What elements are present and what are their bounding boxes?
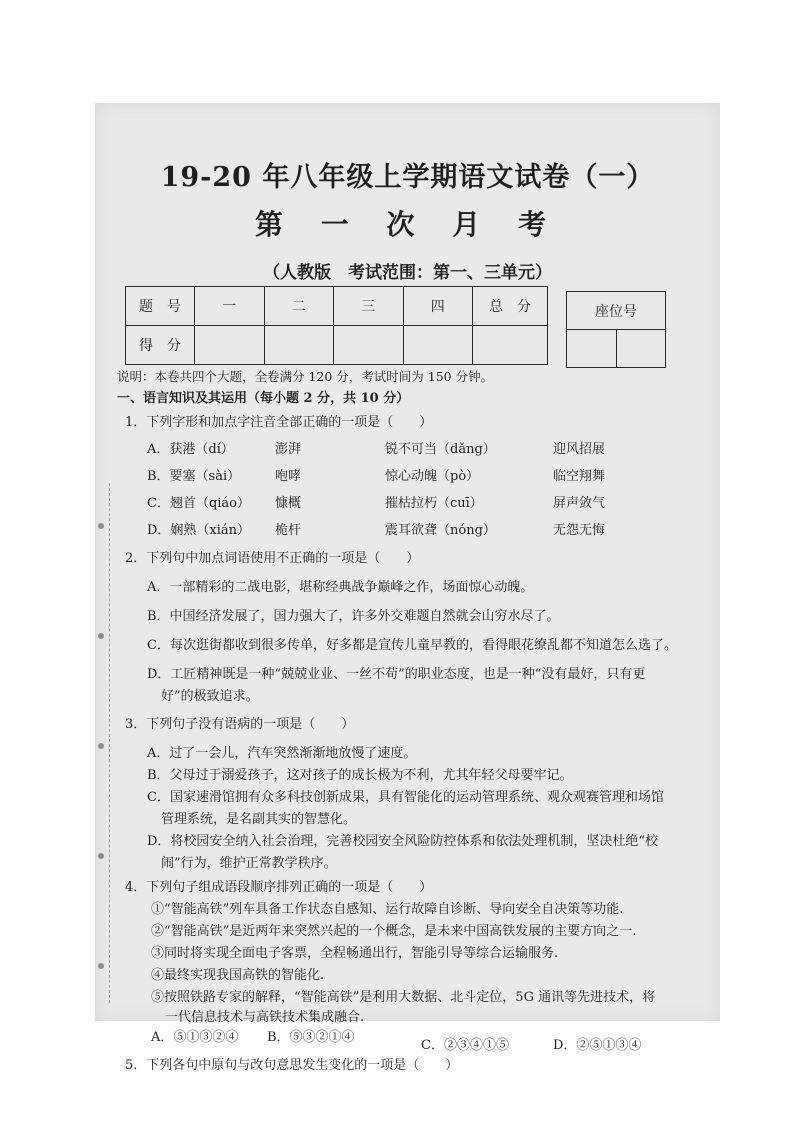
option-row [117,467,717,487]
sentence-item: ④最终实现我国高铁的智能化. [151,968,325,983]
sentence-item: ①“智能高铁”列车具备工作状态自感知、运行故障自诊断、导向安全自决策等功能. [151,902,624,917]
option-word: 锐不可当（dǎng） [385,442,496,457]
answer-option: C．②③④①⑤ [421,1038,509,1053]
seat-cell [616,330,666,368]
score-header-3: 三 [334,287,404,326]
option-word: 桅杆 [275,523,302,538]
option-word: D．娴熟（xián） [147,523,251,538]
option-word: 咆哮 [275,469,302,484]
question-stem: 3．下列句子没有语病的一项是（ ） [125,717,355,732]
option-word: 摧枯拉朽（cuī） [385,496,483,511]
option-line: D．工匠精神既是一种“兢兢业业、一丝不苟”的职业态度，也是一种“没有最好，只有更 [147,667,646,682]
option-line: 好”的极致追求。 [161,689,259,704]
option-word: 屏声敛气 [553,496,606,511]
option-line: 管理系统，是名副其实的智慧化。 [161,812,357,827]
option-word: 无怨无悔 [553,523,606,538]
option-line: A．过了一会儿，汽车突然渐渐地放慢了速度。 [147,746,417,761]
option-row [117,440,717,460]
score-header-4: 四 [403,287,473,326]
question-stem: 4．下列句子组成语段顺序排列正确的一项是（ ） [125,880,433,895]
score-header-1: 一 [195,287,265,326]
answer-option: D．②⑤①③④ [553,1038,642,1053]
answer-option: B．⑤③②①④ [267,1030,355,1045]
exam-edition: （人教版 考试范围：第一、三单元） [263,263,552,283]
option-word: 慷概 [275,496,302,511]
question-stem: 2．下列句中加点词语使用不正确的一项是（ ） [125,551,420,566]
answer-option: A．⑤①③②④ [151,1030,239,1045]
option-word: 澎湃 [275,442,302,457]
question-stem: 1．下列字形和加点字注音全部正确的一项是（ ） [125,415,433,430]
section-heading: 一、语言知识及其运用（每小题 2 分，共 10 分） [117,391,410,406]
score-header-label: 题 号 [126,287,195,326]
score-cell [195,326,265,365]
option-word: A．获港（dí） [147,442,234,457]
option-word: 惊心动魄（pò） [385,469,480,484]
option-line: B．父母过于溺爱孩子，这对孩子的成长极为不利，尤其年轻父母要牢记。 [147,768,573,783]
sentence-item: 一代信息技术与高铁技术集成融合. [165,1010,365,1025]
option-line: 闹”行为，维护正常教学秩序。 [161,856,337,871]
binding-line [95,483,110,1003]
seat-label: 座位号 [567,292,666,330]
answer-row [117,1028,717,1056]
sentence-item: ③同时将实现全面电子客票，全程畅通出行，智能引导等综合运输服务. [151,946,559,961]
option-word: C．翘首（qiáo） [147,496,251,511]
exam-content [117,367,717,1076]
option-word: 震耳欲聋（nóng） [385,523,496,538]
score-cell [473,326,548,365]
score-table [125,286,548,365]
option-word: B．要塞（sài） [147,469,241,484]
score-header-total: 总 分 [473,287,548,326]
option-line: C．国家速滑馆拥有众多科技创新成果，具有智能化的运动管理系统、观众观赛管理和场馆 [147,790,664,805]
seat-cell [567,330,617,368]
exam-subtitle: 第 一 次 月 考 [255,208,560,241]
option-line: A．一部精彩的二战电影，堪称经典战争巅峰之作，场面惊心动魄。 [147,580,534,595]
option-row [117,521,717,541]
score-cell [334,326,404,365]
score-row-label: 得 分 [126,326,195,365]
score-cell [264,326,334,365]
exam-title: 19-20 年八年级上学期语文试卷（一） [160,162,655,193]
sentence-item: ⑤按照铁路专家的解释，“智能高铁”是利用大数据、北斗定位，5G 通讯等先进技术，将 [151,990,656,1005]
option-line: D．将校园安全纳入社会治理，完善校园安全风险防控体系和依法处理机制，坚决杜绝“校 [147,834,659,849]
option-word: 临空翔舞 [553,469,606,484]
instructions: 说明：本卷共四个大题，全卷满分 120 分，考试时间为 150 分钟。 [117,369,494,384]
option-line: C．每次逛街都收到很多传单，好多都是宣传儿童早教的，看得眼花缭乱都不知道怎么选了。 [147,638,677,653]
score-cell [403,326,473,365]
question-stem: 5．下列各句中原句与改句意思发生变化的一项是（ ） [125,1058,459,1073]
option-row [117,494,717,514]
sentence-item: ②“智能高铁”是近两年来突然兴起的一个概念，是未来中国高铁发展的主要方向之一. [151,924,637,939]
option-word: 迎风招展 [553,442,606,457]
score-header-2: 二 [264,287,334,326]
option-line: B．中国经济发展了，国力强大了，许多外交难题自然就会山穷水尽了。 [147,609,560,624]
seat-table [566,291,666,368]
exam-paper [95,103,720,1073]
